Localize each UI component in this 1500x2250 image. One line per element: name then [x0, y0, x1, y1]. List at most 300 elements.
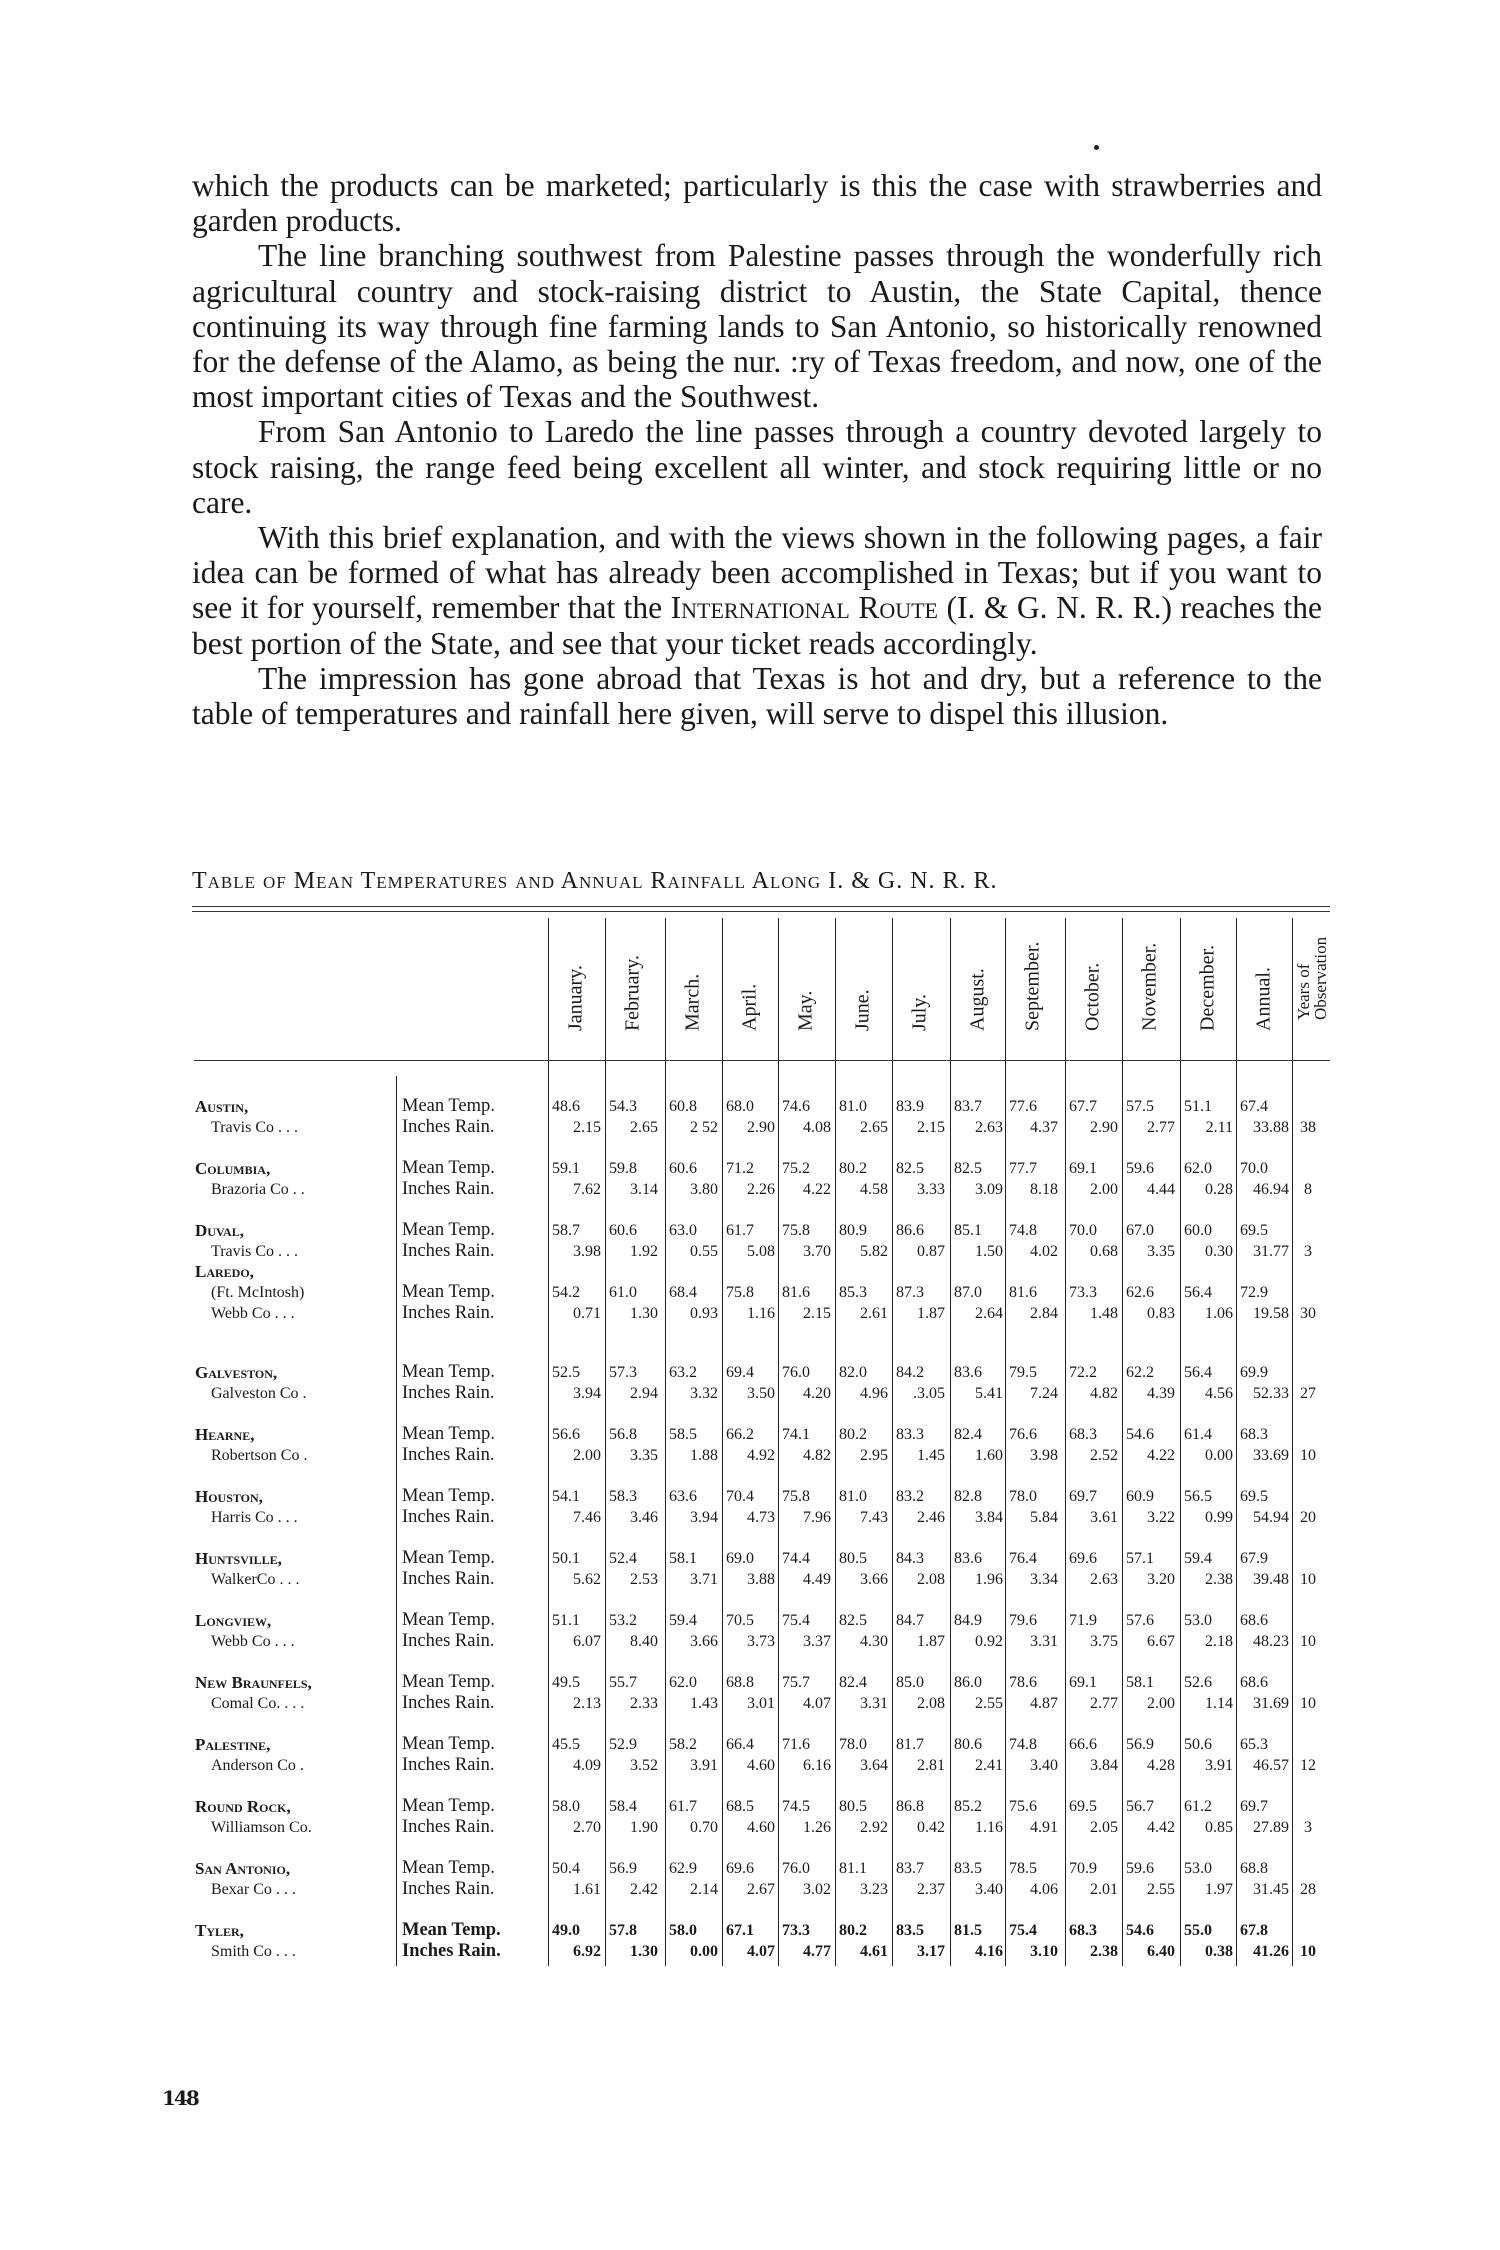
- rain-value: 3.01: [747, 1695, 775, 1712]
- label-inches-rain: Inches Rain.: [402, 1241, 495, 1261]
- data-cell: [778, 1796, 834, 1838]
- years-observed: 3: [1304, 1243, 1312, 1260]
- data-cell: [548, 1424, 604, 1466]
- mean-temp-value: 69.1: [1069, 1674, 1097, 1691]
- rain-value: 31.77: [1253, 1243, 1289, 1260]
- col-header-month: [665, 930, 721, 1058]
- mean-temp-value: 56.6: [552, 1426, 580, 1443]
- data-cell: [778, 1424, 834, 1466]
- data-cell: [1180, 1734, 1236, 1776]
- mean-temp-value: 58.0: [669, 1922, 697, 1939]
- data-cell: [950, 1486, 1006, 1528]
- col-header-label: September.: [1021, 941, 1044, 1031]
- rain-value: 3.84: [1090, 1757, 1118, 1774]
- mean-temp-value: 56.9: [609, 1860, 637, 1877]
- station-county: Webb Co . . .: [211, 1633, 295, 1650]
- mean-temp-value: 56.4: [1184, 1284, 1212, 1301]
- mean-temp-value: 81.5: [954, 1922, 982, 1939]
- table-rule-top-2: [192, 911, 1330, 912]
- row-labels: [402, 1920, 542, 1962]
- rain-value: 2.92: [860, 1819, 888, 1836]
- mean-temp-value: 69.6: [726, 1860, 754, 1877]
- station-name: Duval,: [195, 1221, 244, 1240]
- label-mean-temp: Mean Temp.: [402, 1096, 495, 1116]
- data-cell: [548, 1158, 604, 1200]
- body-text: [192, 168, 1322, 731]
- rain-value: 2 52: [690, 1119, 718, 1136]
- rain-value: 2.37: [917, 1881, 945, 1898]
- data-cell: [665, 1362, 721, 1404]
- rain-value: 3.80: [690, 1181, 718, 1198]
- station-row: [0, 1486, 1500, 1528]
- rain-value: 4.82: [803, 1447, 831, 1464]
- col-header-month: [722, 930, 778, 1058]
- row-labels: [402, 1424, 542, 1466]
- rain-value: 2.42: [630, 1881, 658, 1898]
- rain-value: 3.10: [1030, 1943, 1058, 1960]
- mean-temp-value: 50.6: [1184, 1736, 1212, 1753]
- mean-temp-value: 75.8: [782, 1488, 810, 1505]
- station-row: [0, 1096, 1500, 1138]
- rain-value: 2.13: [573, 1695, 601, 1712]
- rain-value: 0.28: [1205, 1181, 1233, 1198]
- rain-value: 5.82: [860, 1243, 888, 1260]
- data-cell: [950, 1282, 1006, 1324]
- data-cell: [1122, 1486, 1178, 1528]
- row-labels: [402, 1796, 542, 1838]
- mean-temp-value: 56.7: [1126, 1798, 1154, 1815]
- mean-temp-value: 84.3: [896, 1550, 924, 1567]
- mean-temp-value: 74.6: [782, 1098, 810, 1115]
- data-cell: [778, 1486, 834, 1528]
- rain-value: 3.75: [1090, 1633, 1118, 1650]
- rain-value: 0.93: [690, 1305, 718, 1322]
- label-mean-temp: Mean Temp.: [402, 1220, 495, 1240]
- data-cell: [1005, 1796, 1061, 1838]
- data-cell: [722, 1796, 778, 1838]
- data-cell: [1236, 1610, 1292, 1652]
- data-cell: [1236, 1486, 1292, 1528]
- rain-value: 1.87: [917, 1305, 945, 1322]
- data-cell: [1005, 1362, 1061, 1404]
- rain-value: 3.23: [860, 1881, 888, 1898]
- mean-temp-value: 80.6: [954, 1736, 982, 1753]
- mean-temp-value: 75.6: [1009, 1798, 1037, 1815]
- mean-temp-value: 72.9: [1240, 1284, 1268, 1301]
- mean-temp-value: 87.3: [896, 1284, 924, 1301]
- data-cell: [722, 1220, 778, 1262]
- col-header-label: November.: [1138, 942, 1161, 1031]
- rain-value: 3.88: [747, 1571, 775, 1588]
- rain-value: 3.31: [860, 1695, 888, 1712]
- data-cell: [835, 1220, 891, 1262]
- mean-temp-value: 83.7: [896, 1860, 924, 1877]
- rain-value: 39.48: [1253, 1571, 1289, 1588]
- rain-value: 3.50: [747, 1385, 775, 1402]
- col-header-label: March.: [681, 973, 704, 1031]
- label-mean-temp: Mean Temp.: [402, 1672, 495, 1692]
- stray-dot: [1094, 145, 1099, 150]
- mean-temp-value: 83.3: [896, 1426, 924, 1443]
- col-header-label: Annual.: [1252, 967, 1275, 1031]
- rain-value: 0.92: [975, 1633, 1003, 1650]
- col-header-label: July.: [908, 993, 931, 1031]
- rain-value: 0.85: [1205, 1819, 1233, 1836]
- label-mean-temp: Mean Temp.: [402, 1282, 495, 1302]
- mean-temp-value: 68.6: [1240, 1674, 1268, 1691]
- data-cell: [548, 1672, 604, 1714]
- station-name: Tyler,: [195, 1921, 244, 1940]
- row-labels: [402, 1158, 542, 1200]
- data-cell: [1236, 1220, 1292, 1262]
- mean-temp-value: 81.0: [839, 1488, 867, 1505]
- rain-value: 3.17: [917, 1943, 945, 1960]
- mean-temp-value: 78.0: [839, 1736, 867, 1753]
- data-cell: [722, 1282, 778, 1324]
- rain-value: 2.61: [860, 1305, 888, 1322]
- mean-temp-value: 74.8: [1009, 1222, 1037, 1239]
- data-cell: [950, 1734, 1006, 1776]
- col-header-month: [950, 930, 1006, 1058]
- rain-value: 2.84: [1030, 1305, 1058, 1322]
- rain-value: 2.05: [1090, 1819, 1118, 1836]
- data-cell: [1122, 1548, 1178, 1590]
- rain-value: 2.00: [573, 1447, 601, 1464]
- rain-value: 33.88: [1253, 1119, 1289, 1136]
- label-mean-temp: Mean Temp.: [402, 1734, 495, 1754]
- mean-temp-value: 86.6: [896, 1222, 924, 1239]
- rain-value: 3.35: [1147, 1243, 1175, 1260]
- mean-temp-value: 71.9: [1069, 1612, 1097, 1629]
- data-cell: [1236, 1096, 1292, 1138]
- mean-temp-value: 76.4: [1009, 1550, 1037, 1567]
- station-place: [195, 1424, 395, 1466]
- rain-value: 5.41: [975, 1385, 1003, 1402]
- data-cell: [1180, 1362, 1236, 1404]
- rain-value: 4.09: [573, 1757, 601, 1774]
- mean-temp-value: 76.6: [1009, 1426, 1037, 1443]
- mean-temp-value: 82.4: [954, 1426, 982, 1443]
- data-cell: [1122, 1424, 1178, 1466]
- data-cell: [1122, 1734, 1178, 1776]
- mean-temp-value: 78.6: [1009, 1674, 1037, 1691]
- data-cell: [665, 1486, 721, 1528]
- mean-temp-value: 66.2: [726, 1426, 754, 1443]
- station-county: Bexar Co . . .: [211, 1881, 296, 1898]
- rain-value: 2.55: [1147, 1881, 1175, 1898]
- data-cell: [950, 1158, 1006, 1200]
- mean-temp-value: 81.6: [1009, 1284, 1037, 1301]
- mean-temp-value: 68.8: [1240, 1860, 1268, 1877]
- data-cell: [835, 1920, 891, 1962]
- station-name: Longview,: [195, 1611, 272, 1630]
- station-row: [0, 1424, 1500, 1466]
- rain-value: 2.90: [747, 1119, 775, 1136]
- data-cell: [1122, 1220, 1178, 1262]
- mean-temp-value: 58.1: [1126, 1674, 1154, 1691]
- col-header-label: August.: [966, 968, 989, 1031]
- mean-temp-value: 61.2: [1184, 1798, 1212, 1815]
- mean-temp-value: 84.2: [896, 1364, 924, 1381]
- years-observed: 10: [1300, 1447, 1316, 1464]
- station-county: Galveston Co .: [211, 1385, 307, 1402]
- station-place: [195, 1672, 395, 1714]
- data-cell: [1236, 1282, 1292, 1324]
- mean-temp-value: 74.1: [782, 1426, 810, 1443]
- data-cell: [1180, 1920, 1236, 1962]
- data-cell: [835, 1672, 891, 1714]
- rain-value: 4.20: [803, 1385, 831, 1402]
- data-cell: [892, 1796, 948, 1838]
- rain-value: 2.90: [1090, 1119, 1118, 1136]
- data-cell: [1236, 1362, 1292, 1404]
- mean-temp-value: 61.7: [726, 1222, 754, 1239]
- mean-temp-value: 60.6: [669, 1160, 697, 1177]
- rain-value: 7.46: [573, 1509, 601, 1526]
- station-county: Brazoria Co . .: [211, 1181, 305, 1198]
- mean-temp-value: 83.6: [954, 1550, 982, 1567]
- data-cell: [665, 1734, 721, 1776]
- mean-temp-value: 52.4: [609, 1550, 637, 1567]
- mean-temp-value: 59.4: [669, 1612, 697, 1629]
- rain-value: 1.96: [975, 1571, 1003, 1588]
- mean-temp-value: 61.4: [1184, 1426, 1212, 1443]
- mean-temp-value: 62.0: [669, 1674, 697, 1691]
- mean-temp-value: 83.9: [896, 1098, 924, 1115]
- data-cell: [778, 1096, 834, 1138]
- row-labels: [402, 1734, 542, 1776]
- station-name: Round Rock,: [195, 1797, 291, 1816]
- rain-value: 1.97: [1205, 1881, 1233, 1898]
- mean-temp-value: 67.1: [726, 1922, 754, 1939]
- mean-temp-value: 78.0: [1009, 1488, 1037, 1505]
- mean-temp-value: 61.0: [609, 1284, 637, 1301]
- mean-temp-value: 56.4: [1184, 1364, 1212, 1381]
- rain-value: 3.94: [573, 1385, 601, 1402]
- data-cell: [835, 1610, 891, 1652]
- mean-temp-value: 69.5: [1069, 1798, 1097, 1815]
- data-cell: [778, 1158, 834, 1200]
- rain-value: 7.43: [860, 1509, 888, 1526]
- data-cell: [722, 1672, 778, 1714]
- paragraph: From San Antonio to Laredo the line passes through a country devoted largely to stock raising, the range feed being excellent all winter, and stock requiring little or no care.: [192, 414, 1322, 520]
- years-observed: 20: [1300, 1509, 1316, 1526]
- data-cell: [605, 1158, 661, 1200]
- rain-value: 3.66: [690, 1633, 718, 1650]
- station-row: [0, 1734, 1500, 1776]
- label-inches-rain: Inches Rain.: [402, 1879, 495, 1899]
- data-cell: [1236, 1920, 1292, 1962]
- rain-value: 4.61: [860, 1943, 888, 1960]
- mean-temp-value: 83.2: [896, 1488, 924, 1505]
- mean-temp-value: 63.6: [669, 1488, 697, 1505]
- station-row: [0, 1158, 1500, 1200]
- mean-temp-value: 71.6: [782, 1736, 810, 1753]
- mean-temp-value: 70.4: [726, 1488, 754, 1505]
- rain-value: 6.40: [1147, 1943, 1175, 1960]
- rain-value: 3.35: [630, 1447, 658, 1464]
- rain-value: 52.33: [1253, 1385, 1289, 1402]
- rain-value: 1.43: [690, 1695, 718, 1712]
- rain-value: 5.08: [747, 1243, 775, 1260]
- rain-value: 4.30: [860, 1633, 888, 1650]
- col-header-label: January.: [564, 965, 587, 1031]
- years-observed: 10: [1300, 1571, 1316, 1588]
- rain-value: 4.39: [1147, 1385, 1175, 1402]
- data-cell: [1236, 1858, 1292, 1900]
- row-labels: [402, 1220, 542, 1262]
- label-mean-temp: Mean Temp.: [402, 1920, 501, 1940]
- row-labels: [402, 1096, 542, 1138]
- data-cell: [1180, 1096, 1236, 1138]
- mean-temp-value: 63.0: [669, 1222, 697, 1239]
- mean-temp-value: 77.7: [1009, 1160, 1037, 1177]
- data-cell: [605, 1362, 661, 1404]
- rain-value: 6.16: [803, 1757, 831, 1774]
- data-cell: [892, 1096, 948, 1138]
- col-header-label: February.: [621, 955, 644, 1031]
- mean-temp-value: 71.2: [726, 1160, 754, 1177]
- mean-temp-value: 57.1: [1126, 1550, 1154, 1567]
- rain-value: 0.68: [1090, 1243, 1118, 1260]
- rain-value: 3.09: [975, 1181, 1003, 1198]
- data-cell: [835, 1734, 891, 1776]
- rain-value: 1.87: [917, 1633, 945, 1650]
- data-cell: [605, 1486, 661, 1528]
- rain-value: 8.18: [1030, 1181, 1058, 1198]
- rain-value: 3.46: [630, 1509, 658, 1526]
- col-header-label: December.: [1196, 944, 1219, 1031]
- data-cell: [1180, 1158, 1236, 1200]
- mean-temp-value: 56.5: [1184, 1488, 1212, 1505]
- data-cell: [778, 1672, 834, 1714]
- station-county: Comal Co. . . .: [211, 1695, 305, 1712]
- mean-temp-value: 75.8: [782, 1222, 810, 1239]
- mean-temp-value: 82.5: [954, 1160, 982, 1177]
- rain-value: 4.06: [1030, 1881, 1058, 1898]
- rain-value: 4.60: [747, 1757, 775, 1774]
- station-name: Galveston,: [195, 1363, 278, 1382]
- row-labels: [402, 1610, 542, 1652]
- rain-value: 4.56: [1205, 1385, 1233, 1402]
- mean-temp-value: 78.5: [1009, 1860, 1037, 1877]
- data-cell: [835, 1096, 891, 1138]
- data-cell: [1065, 1486, 1121, 1528]
- paragraph: which the products can be marketed; particularly is this the case with strawberries and garden products.: [192, 168, 1322, 239]
- data-cell: [835, 1858, 891, 1900]
- station-row: [0, 1220, 1500, 1262]
- rain-value: 1.16: [975, 1819, 1003, 1836]
- rain-value: 1.90: [630, 1819, 658, 1836]
- station-place: [195, 1486, 395, 1528]
- mean-temp-value: 58.5: [669, 1426, 697, 1443]
- mean-temp-value: 79.6: [1009, 1612, 1037, 1629]
- mean-temp-value: 69.7: [1069, 1488, 1097, 1505]
- rain-value: 0.87: [917, 1243, 945, 1260]
- rain-value: 6.92: [573, 1943, 601, 1960]
- label-inches-rain: Inches Rain.: [402, 1383, 495, 1403]
- data-cell: [548, 1610, 604, 1652]
- data-cell: [835, 1486, 891, 1528]
- rain-value: 1.48: [1090, 1305, 1118, 1322]
- rain-value: 48.23: [1253, 1633, 1289, 1650]
- rain-value: 2.18: [1205, 1633, 1233, 1650]
- data-cell: [665, 1858, 721, 1900]
- station-name: Huntsville,: [195, 1549, 282, 1568]
- data-cell: [665, 1610, 721, 1652]
- station-place: [195, 1220, 395, 1262]
- data-cell: [1122, 1362, 1178, 1404]
- label-inches-rain: Inches Rain.: [402, 1179, 495, 1199]
- mean-temp-value: 70.0: [1240, 1160, 1268, 1177]
- mean-temp-value: 50.4: [552, 1860, 580, 1877]
- col-header-label: April.: [738, 983, 761, 1031]
- rain-value: 3.71: [690, 1571, 718, 1588]
- data-cell: [1065, 1362, 1121, 1404]
- mean-temp-value: 49.0: [552, 1922, 580, 1939]
- mean-temp-value: 59.8: [609, 1160, 637, 1177]
- mean-temp-value: 85.1: [954, 1222, 982, 1239]
- data-cell: [950, 1610, 1006, 1652]
- data-cell: [1180, 1486, 1236, 1528]
- row-labels: [402, 1672, 542, 1714]
- data-cell: [548, 1796, 604, 1838]
- data-cell: [892, 1282, 948, 1324]
- data-cell: [1180, 1610, 1236, 1652]
- paragraph: The line branching southwest from Palestine passes through the wonderfully rich agricultural country and stock-raising district to Austin, the State Capital, thence continuing its way through fine farming lands to San Antonio, so historically renowned for the defense of the Alamo, as being the nur. :ry of Texas freedom, and now, one of the most important cities of Texas and the Southwest.: [192, 238, 1322, 415]
- rain-value: 0.38: [1205, 1943, 1233, 1960]
- data-cell: [1065, 1858, 1121, 1900]
- rain-value: 4.44: [1147, 1181, 1175, 1198]
- rain-value: 4.16: [975, 1943, 1003, 1960]
- table-title: Table of Mean Temperatures and Annual Rainfall Along I. & G. N. R. R.: [192, 868, 998, 894]
- data-cell: [1122, 1672, 1178, 1714]
- col-header-month: [1065, 930, 1121, 1058]
- years-observed: 30: [1300, 1305, 1316, 1322]
- rain-value: 2.26: [747, 1181, 775, 1198]
- data-cell: [1180, 1548, 1236, 1590]
- data-cell: [1180, 1796, 1236, 1838]
- data-cell: [778, 1362, 834, 1404]
- mean-temp-value: 70.9: [1069, 1860, 1097, 1877]
- data-cell: [1065, 1548, 1121, 1590]
- rain-value: 5.62: [573, 1571, 601, 1588]
- mean-temp-value: 80.2: [839, 1426, 867, 1443]
- mean-temp-value: 58.7: [552, 1222, 580, 1239]
- mean-temp-value: 57.3: [609, 1364, 637, 1381]
- mean-temp-value: 74.8: [1009, 1736, 1037, 1753]
- rain-value: 2.94: [630, 1385, 658, 1402]
- rain-value: 2.11: [1205, 1119, 1233, 1136]
- data-cell: [1236, 1158, 1292, 1200]
- data-cell: [722, 1610, 778, 1652]
- mean-temp-value: 67.8: [1240, 1922, 1268, 1939]
- mean-temp-value: 80.2: [839, 1160, 867, 1177]
- rain-value: 0.55: [690, 1243, 718, 1260]
- data-cell: [892, 1920, 948, 1962]
- col-header-month: [1122, 930, 1178, 1058]
- mean-temp-value: 62.6: [1126, 1284, 1154, 1301]
- mean-temp-value: 52.6: [1184, 1674, 1212, 1691]
- rain-value: 4.96: [860, 1385, 888, 1402]
- mean-temp-value: 54.6: [1126, 1922, 1154, 1939]
- mean-temp-value: 70.0: [1069, 1222, 1097, 1239]
- station-place: [195, 1796, 395, 1838]
- rain-value: 4.49: [803, 1571, 831, 1588]
- data-cell: [892, 1734, 948, 1776]
- data-cell: [1236, 1424, 1292, 1466]
- data-cell: [1180, 1220, 1236, 1262]
